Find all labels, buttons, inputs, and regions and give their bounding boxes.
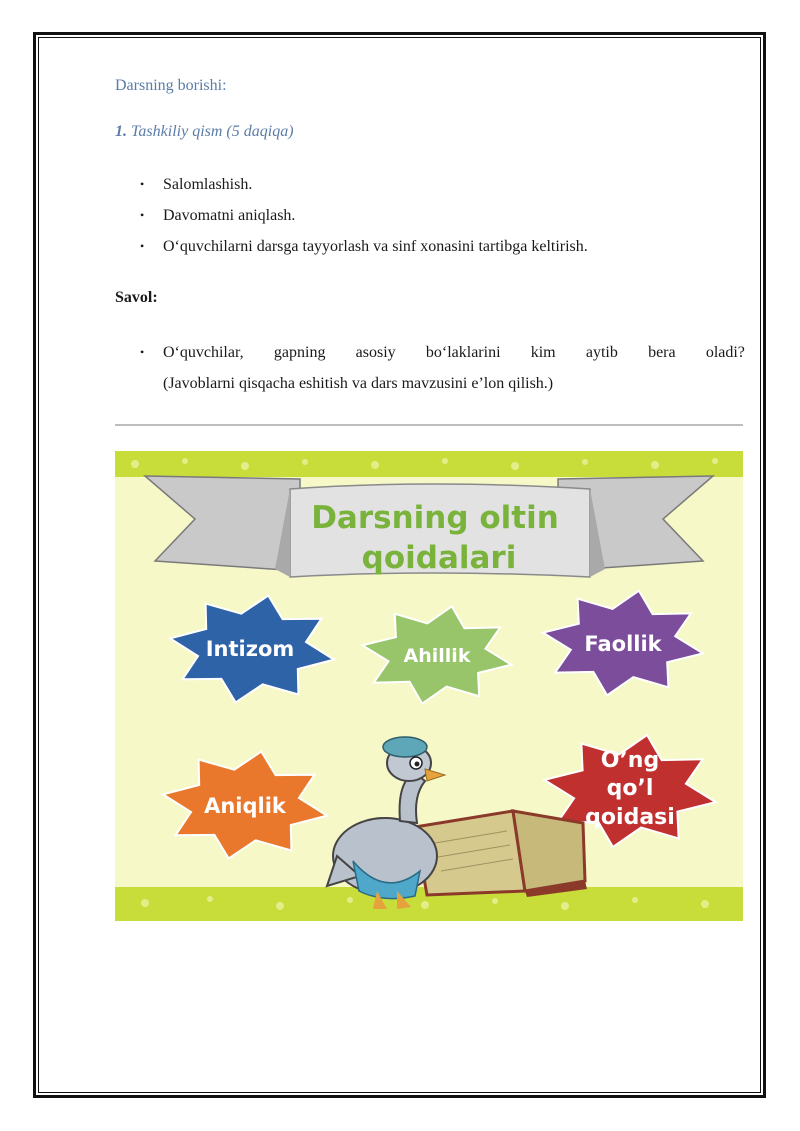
section-heading: Darsning borishi: bbox=[115, 77, 227, 94]
subsection-title: Tashkiliy qism (5 daqiqa) bbox=[131, 123, 294, 140]
question-line-2: (Javoblarni qisqacha eshitish va dars mavzusini e’lon qilish.) bbox=[163, 375, 554, 392]
question-item bbox=[115, 337, 745, 399]
subsection-number: 1. bbox=[115, 123, 127, 140]
rule-label-faollik: Faollik bbox=[584, 632, 662, 656]
rules-poster bbox=[115, 451, 743, 921]
rule-label-ong-line-3: qoidasi bbox=[585, 805, 675, 830]
poster-title-line-1: Darsning oltin bbox=[311, 500, 559, 536]
list-item: • Davomatni aniqlash. bbox=[115, 200, 745, 231]
poster-title-line-2: qoidalari bbox=[361, 540, 517, 576]
rule-label-aniqlik: Aniqlik bbox=[204, 794, 286, 818]
rule-label-ahillik: Ahillik bbox=[403, 645, 471, 667]
intro-list bbox=[115, 169, 745, 262]
subsection-heading bbox=[115, 123, 294, 141]
top-grass-strip bbox=[115, 451, 743, 477]
horizontal-rule bbox=[115, 424, 743, 426]
question-line-1: • O‘quvchilar, gapning asosiy bo‘laklarini kim aytib bera oladi? bbox=[163, 344, 745, 361]
list-item: • O‘quvchilarni darsga tayyorlash va sinf xonasini tartibga keltirish. bbox=[115, 231, 745, 262]
question-list bbox=[115, 337, 745, 399]
list-item: • Salomlashish. bbox=[115, 169, 745, 200]
question-label: Savol: bbox=[115, 289, 158, 306]
rule-label-ong-line-2: qo’l bbox=[606, 776, 654, 801]
rule-label-ong-line-1: O’ng bbox=[600, 748, 660, 773]
goose-reading-book-illustration bbox=[327, 737, 587, 909]
poster-illustration bbox=[115, 451, 743, 921]
rule-label-intizom: Intizom bbox=[205, 637, 295, 661]
